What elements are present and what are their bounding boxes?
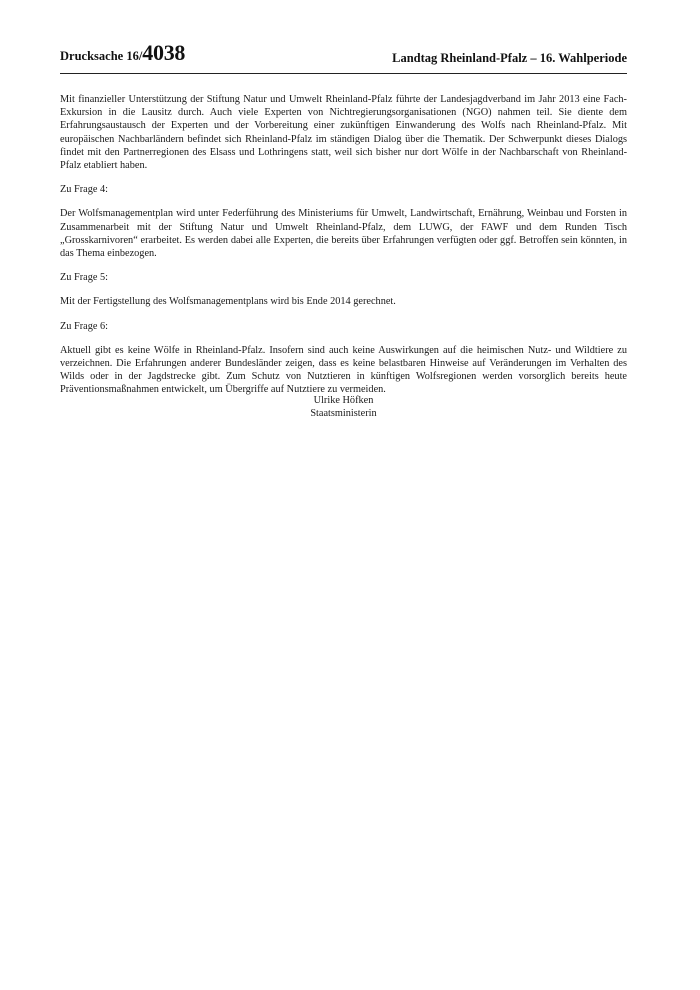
question-label: Zu Frage 4: xyxy=(60,184,109,196)
signature-block xyxy=(60,394,627,420)
document-number-label: Drucksache 16/ xyxy=(60,49,143,63)
parliament-title: Landtag Rheinland-Pfalz – 16. Wahlperiode xyxy=(392,51,627,65)
signatory-name: Ulrike Höfken xyxy=(313,395,374,406)
paragraph: Mit der Fertigstellung des Wolfsmanagementplans wird bis Ende 2014 gerechnet. xyxy=(60,296,396,308)
document-number-value: 4038 xyxy=(142,40,186,65)
document-body xyxy=(60,93,627,408)
question-label: Zu Frage 6: xyxy=(60,320,109,332)
document-number xyxy=(60,40,185,66)
signatory-title: Staatsministerin xyxy=(310,408,377,420)
question-label: Zu Frage 5: xyxy=(60,272,109,284)
paragraph: Mit finanzieller Unterstützung der Stiftung Natur und Umwelt Rheinland-Pfalz führte der Landesjagdverband im Jahr 2013 eine Fach-Exkursion in die Lausitz durch. Auch viele Experten von Nichtregierungsorganisationen (NGO) nahmen teil. Sie diente dem Erfahrungsaustausch der Experten und der Vorbereitung einer zukünftigen Einwanderung des Wolfs nach Rheinland-Pfalz. Mit europäischen Nachbarländern befindet sich Rheinland-Pfalz im ständigen Dialog über die Thematik. Der Schwerpunkt dieses Dialogs findet mit den Partnerregionen des Elsass und Lothringens statt, weil sich bisher nur dort Wölfe in der Nachbarschaft von Rheinland-Pfalz etabliert haben. xyxy=(60,94,627,172)
header-divider xyxy=(60,73,627,74)
paragraph: Aktuell gibt es keine Wölfe in Rheinland-Pfalz. Insofern sind auch keine Auswirkungen auf die heimischen Nutz- und Wildtiere zu verzeichnen. Die Erfahrungen anderer Bundesländer zeigen, dass es keine belastbaren Hinweise auf Veränderungen im Verhalten des Wilds oder in der Jagdstrecke gibt. Zum Schutz von Nutztieren in künftigen Wolfsregionen werden vorsorglich bereits heute Präventionsmaßnahmen entwickelt, um Übergriffe auf Nutztiere zu vermeiden. xyxy=(60,344,627,396)
page-header xyxy=(60,40,627,72)
paragraph: Der Wolfsmanagementplan wird unter Federführung des Ministeriums für Umwelt, Landwirtschaft, Ernährung, Weinbau und Forsten in Zusammenarbeit mit der Stiftung Natur und Umwelt Rheinland-Pfalz, dem LUWG, der FAWF und dem Runden Tisch „Grosskarnivoren“ erarbeitet. Es werden dabei alle Experten, die bereits über Erfahrungen verfügten oder ggf. Betroffen sein könnten, in das Thema einbezogen. xyxy=(60,208,627,260)
